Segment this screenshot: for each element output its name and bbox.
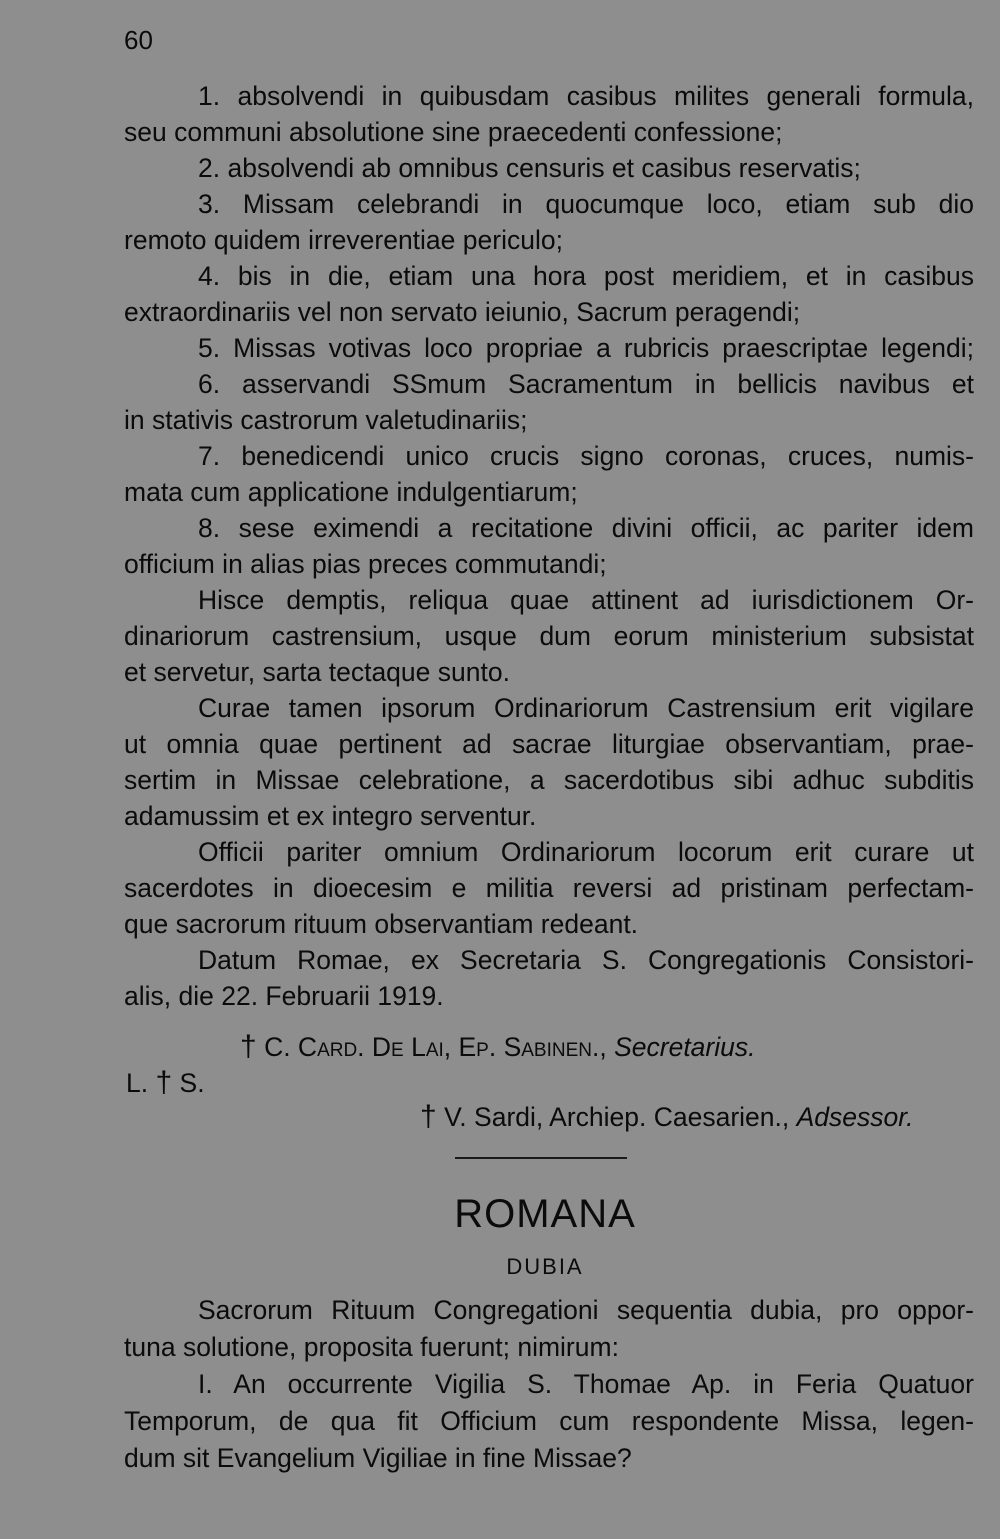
- text-line: 3. Missam celebrandi in quocumque loco, etiam sub dio: [198, 189, 974, 219]
- text-line: extraordinariis vel non servato ieiunio, Sacrum peragendi;: [124, 297, 801, 327]
- text-line: Sacrorum Rituum Congregationi sequentia dubia, pro oppor-: [198, 1295, 974, 1325]
- signature-sardi: [420, 1100, 913, 1134]
- text-line: dinariorum castrensium, usque dum eorum ministerium subsistat: [124, 621, 974, 651]
- section-divider: [455, 1157, 627, 1159]
- cross-icon: †: [240, 1030, 257, 1063]
- text-line: Datum Romae, ex Secretaria S. Congregationis Consistori-: [198, 945, 974, 975]
- text-line: 8. sese eximendi a recitatione divini officii, ac pariter idem: [198, 513, 974, 543]
- text-line: alis, die 22. Februarii 1919.: [124, 981, 444, 1011]
- seal-right: S.: [179, 1068, 205, 1098]
- text-line: sertim in Missae celebratione, a sacerdotibus sibi adhuc subditis: [124, 765, 974, 795]
- text-line: adamussim et ex integro serventur.: [124, 801, 537, 831]
- section-title: ROMANA: [454, 1192, 636, 1236]
- text-line: seu communi absolutione sine praecedenti confessione;: [124, 117, 783, 147]
- text-line: officium in alias pias preces commutandi;: [124, 549, 607, 579]
- text-line: in stativis castrorum valetudinariis;: [124, 405, 528, 435]
- text-line: sacerdotes in dioecesim e militia reversi ad pristinam perfectam-: [124, 873, 974, 903]
- text-line: I. An occurrente Vigilia S. Thomae Ap. in Feria Quatuor: [198, 1369, 974, 1399]
- text-line: Hisce demptis, reliqua quae attinent ad iurisdictionem Or-: [198, 585, 974, 615]
- dubia-text: [124, 1292, 974, 1477]
- text-line: tuna solutione, proposita fuerunt; nimirum:: [124, 1332, 619, 1362]
- text-line: 5. Missas votivas loco propriae a rubricis praescriptae legendi;: [198, 333, 974, 363]
- text-line: 6. asservandi SSmum Sacramentum in bellicis navibus et: [198, 369, 974, 399]
- text-line: Curae tamen ipsorum Ordinariorum Castrensium erit vigilare: [198, 693, 974, 723]
- text-line: ut omnia quae pertinent ad sacrae liturgiae observantiam, prae-: [124, 729, 974, 759]
- seal-left: L.: [126, 1068, 149, 1098]
- text-line: remoto quidem irreverentiae periculo;: [124, 225, 563, 255]
- signature-name: C. Card. De Lai, Ep. Sabinen.,: [264, 1032, 607, 1062]
- signature-role: Secretarius.: [614, 1032, 756, 1062]
- signature-name: V. Sardi, Archiep. Caesarien.,: [444, 1102, 790, 1132]
- text-line: 2. absolvendi ab omnibus censuris et casibus reservatis;: [198, 153, 861, 183]
- text-line: et servetur, sarta tectaque sunto.: [124, 657, 510, 687]
- text-line: mata cum applicatione indulgentiarum;: [124, 477, 578, 507]
- main-text: [124, 78, 974, 1014]
- section-subtitle: DUBIA: [506, 1254, 584, 1279]
- seal-mark: [126, 1066, 205, 1100]
- cross-icon: †: [155, 1066, 173, 1099]
- signature-role: Adsessor.: [796, 1102, 914, 1132]
- text-line: 7. benedicendi unico crucis signo coronas, cruces, numis-: [198, 441, 974, 471]
- text-line: 4. bis in die, etiam una hora post meridiem, et in casibus: [198, 261, 974, 291]
- text-line: Officii pariter omnium Ordinariorum locorum erit curare ut: [198, 837, 974, 867]
- text-line: 1. absolvendi in quibusdam casibus milites generali formula,: [198, 81, 974, 111]
- text-line: dum sit Evangelium Vigiliae in fine Missae?: [124, 1443, 632, 1473]
- text-line: que sacrorum rituum observantiam redeant.: [124, 909, 639, 939]
- signature-de-lai: [240, 1030, 755, 1064]
- text-line: Temporum, de qua fit Officium cum respondente Missa, legen-: [124, 1406, 974, 1436]
- page-number: 60: [124, 25, 153, 55]
- cross-icon: †: [420, 1100, 437, 1133]
